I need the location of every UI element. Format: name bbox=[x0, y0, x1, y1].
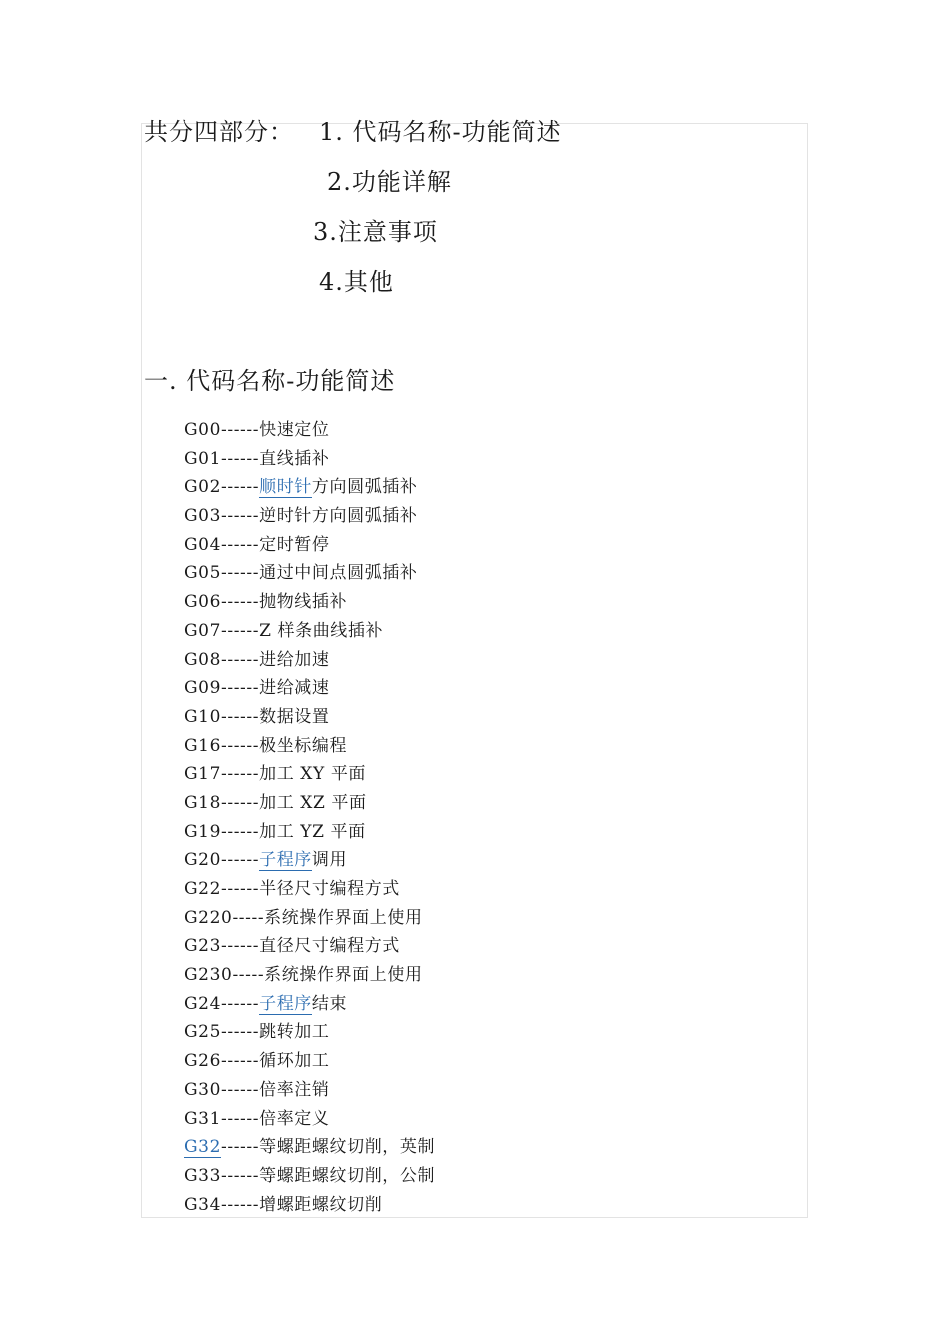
code-description: Z 样条曲线插补 bbox=[259, 620, 384, 641]
code-separator: ------ bbox=[221, 879, 260, 899]
code-row bbox=[184, 703, 435, 732]
code-name: G16 bbox=[184, 735, 222, 756]
code-row bbox=[184, 445, 435, 474]
code-separator: ------ bbox=[221, 764, 260, 785]
code-name-link[interactable]: G32 bbox=[184, 1137, 222, 1158]
code-separator: ------ bbox=[221, 1165, 260, 1186]
code-separator: ------ bbox=[221, 1108, 260, 1129]
code-description: 定时暂停 bbox=[259, 534, 330, 555]
term-link[interactable]: 顺时针 bbox=[259, 477, 312, 498]
code-separator: ------ bbox=[221, 1022, 260, 1043]
code-row bbox=[184, 1105, 435, 1134]
code-row bbox=[184, 904, 435, 933]
code-separator: ------ bbox=[221, 735, 260, 756]
code-description: 方向圆弧插补 bbox=[311, 477, 418, 498]
code-name: G24 bbox=[184, 993, 222, 1014]
code-description: 系统操作界面上使用 bbox=[264, 907, 423, 928]
intro-item-4: 4.其他 bbox=[319, 268, 394, 296]
code-description: 快速定位 bbox=[259, 420, 330, 440]
code-name: G10 bbox=[184, 706, 222, 727]
code-description: 倍率注销 bbox=[259, 1079, 330, 1100]
code-description: 进给减速 bbox=[259, 678, 330, 699]
code-name: G03 bbox=[184, 506, 222, 527]
code-separator: ------ bbox=[221, 850, 260, 871]
code-row bbox=[184, 1076, 435, 1105]
code-row bbox=[184, 1047, 435, 1076]
code-row bbox=[184, 416, 435, 445]
code-name: G19 bbox=[184, 821, 222, 842]
intro-item-1: 1. 代码名称-功能简述 bbox=[319, 118, 562, 146]
code-row bbox=[184, 674, 435, 703]
code-separator: ------ bbox=[221, 792, 260, 813]
code-separator: ------ bbox=[221, 534, 260, 555]
code-name: G20 bbox=[184, 850, 222, 871]
section-heading: 一. 代码名称-功能简述 bbox=[144, 367, 396, 395]
code-name: G31 bbox=[184, 1108, 222, 1129]
code-description: 极坐标编程 bbox=[259, 735, 348, 756]
intro-item-3: 3.注意事项 bbox=[313, 218, 438, 246]
code-row bbox=[184, 588, 435, 617]
term-link[interactable]: 子程序 bbox=[259, 850, 312, 871]
code-row bbox=[184, 1191, 435, 1220]
code-description: 等螺距螺纹切削，英制 bbox=[259, 1137, 436, 1158]
code-name: G26 bbox=[184, 1051, 222, 1072]
code-description: 半径尺寸编程方式 bbox=[259, 879, 400, 899]
code-name: G25 bbox=[184, 1022, 222, 1043]
code-separator: ----- bbox=[232, 965, 265, 986]
code-name: G08 bbox=[184, 649, 222, 670]
code-description: 数据设置 bbox=[259, 706, 330, 727]
code-row bbox=[184, 846, 435, 875]
intro-item-2: 2.功能详解 bbox=[327, 168, 452, 196]
code-separator: ------ bbox=[221, 993, 260, 1014]
code-description: 直线插补 bbox=[259, 448, 330, 469]
code-row bbox=[184, 1018, 435, 1047]
code-row bbox=[184, 961, 435, 990]
term-link[interactable]: 子程序 bbox=[259, 993, 312, 1014]
code-name: G00 bbox=[184, 420, 222, 440]
code-row bbox=[184, 732, 435, 761]
code-row bbox=[184, 531, 435, 560]
code-row bbox=[184, 932, 435, 961]
code-separator: ------ bbox=[221, 678, 260, 699]
code-name: G18 bbox=[184, 792, 222, 813]
code-description: 增螺距螺纹切削 bbox=[259, 1194, 383, 1215]
code-row bbox=[184, 990, 435, 1019]
code-name: G17 bbox=[184, 764, 222, 785]
code-description: 等螺距螺纹切削，公制 bbox=[259, 1165, 436, 1186]
code-name: G02 bbox=[184, 477, 222, 498]
code-name: G33 bbox=[184, 1165, 222, 1186]
code-separator: ------ bbox=[221, 1194, 260, 1215]
code-separator: ------ bbox=[221, 563, 260, 584]
code-name: G01 bbox=[184, 448, 222, 469]
code-name: G230 bbox=[184, 965, 233, 986]
code-name: G220 bbox=[184, 907, 233, 928]
code-description: 加工 XY 平面 bbox=[259, 764, 367, 785]
code-description: 跳转加工 bbox=[259, 1022, 330, 1043]
code-row bbox=[184, 1162, 435, 1191]
code-row bbox=[184, 646, 435, 675]
code-row bbox=[184, 760, 435, 789]
code-description: 倍率定义 bbox=[259, 1108, 330, 1129]
code-separator: ----- bbox=[232, 907, 265, 928]
code-row bbox=[184, 818, 435, 847]
code-name: G06 bbox=[184, 592, 222, 613]
code-separator: ------ bbox=[221, 1051, 260, 1072]
code-separator: ------ bbox=[221, 706, 260, 727]
code-row bbox=[184, 473, 435, 502]
code-name: G22 bbox=[184, 879, 222, 899]
code-separator: ------ bbox=[221, 1079, 260, 1100]
code-name: G23 bbox=[184, 936, 222, 957]
code-row bbox=[184, 1133, 435, 1162]
code-separator: ------ bbox=[221, 506, 260, 527]
code-separator: ------ bbox=[221, 420, 260, 440]
code-row bbox=[184, 502, 435, 531]
code-name: G34 bbox=[184, 1194, 222, 1215]
code-separator: ------ bbox=[221, 448, 260, 469]
code-name: G07 bbox=[184, 620, 222, 641]
code-description: 结束 bbox=[311, 993, 348, 1014]
code-separator: ------ bbox=[221, 620, 260, 641]
code-description: 进给加速 bbox=[259, 649, 330, 670]
code-separator: ------ bbox=[221, 477, 260, 498]
code-separator: ------ bbox=[221, 936, 260, 957]
code-row bbox=[184, 617, 435, 646]
code-description: 循环加工 bbox=[259, 1051, 330, 1072]
code-separator: ------ bbox=[221, 649, 260, 670]
code-description: 抛物线插补 bbox=[259, 592, 348, 613]
code-description: 逆时针方向圆弧插补 bbox=[259, 506, 418, 527]
code-description: 调用 bbox=[311, 850, 348, 871]
code-name: G30 bbox=[184, 1079, 222, 1100]
code-description: 加工 XZ 平面 bbox=[259, 792, 367, 813]
code-separator: ------ bbox=[221, 1137, 260, 1158]
intro-prefix: 共分四部分： bbox=[144, 118, 294, 146]
code-name: G04 bbox=[184, 534, 222, 555]
code-row bbox=[184, 559, 435, 588]
code-description: 系统操作界面上使用 bbox=[264, 965, 423, 986]
code-row bbox=[184, 875, 435, 904]
code-name: G05 bbox=[184, 563, 222, 584]
code-description: 加工 YZ 平面 bbox=[259, 821, 366, 842]
code-description: 直径尺寸编程方式 bbox=[259, 936, 400, 957]
code-description: 通过中间点圆弧插补 bbox=[259, 563, 418, 584]
code-separator: ------ bbox=[221, 592, 260, 613]
code-separator: ------ bbox=[221, 821, 260, 842]
code-name: G09 bbox=[184, 678, 222, 699]
code-row bbox=[184, 789, 435, 818]
code-list bbox=[184, 416, 435, 1219]
